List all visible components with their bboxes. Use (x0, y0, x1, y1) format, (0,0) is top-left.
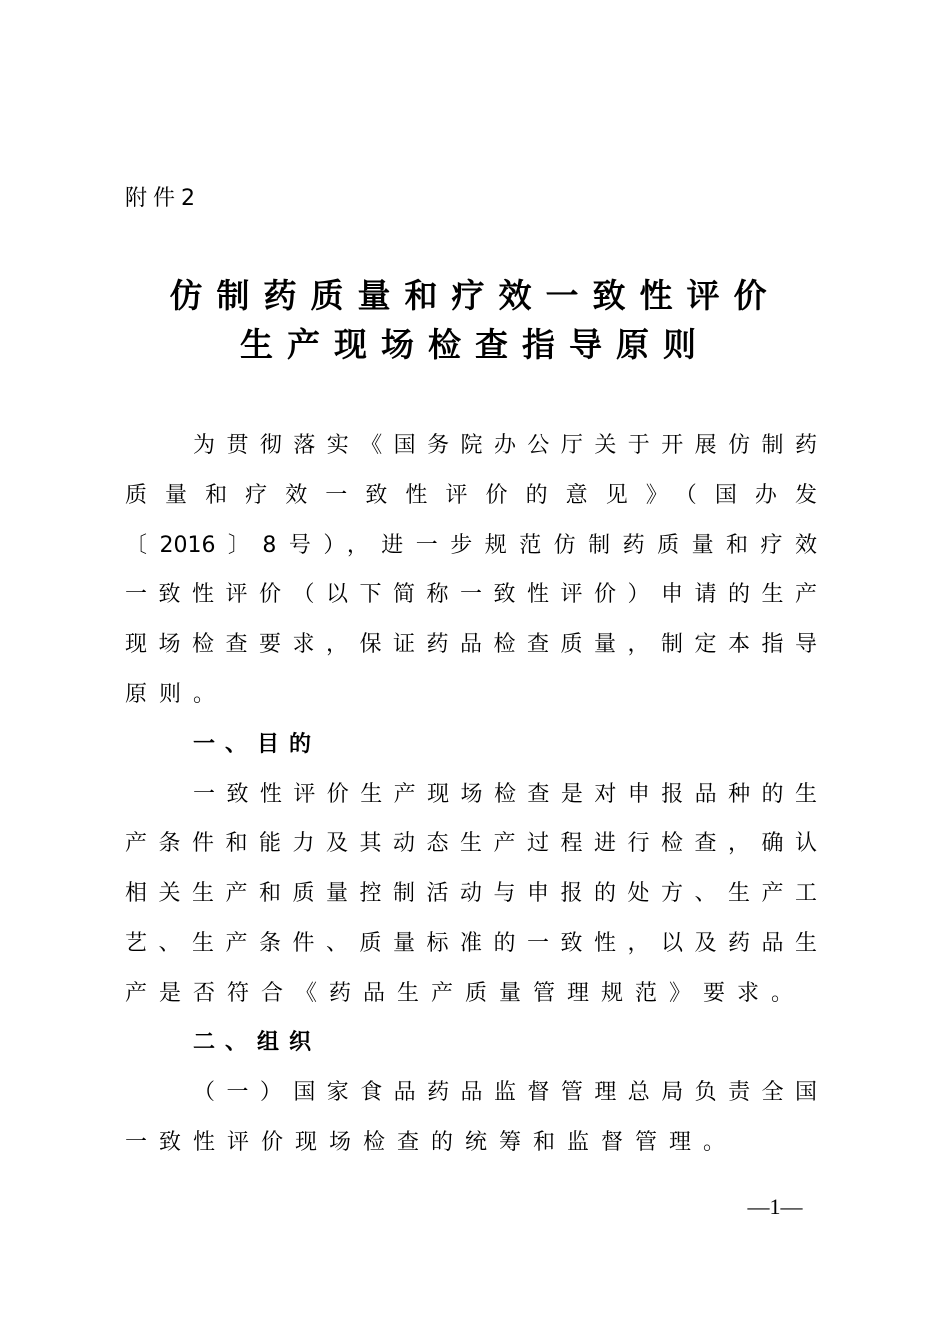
intro-line: 一致性评价（以下简称一致性评价）申请的生产 (125, 582, 817, 607)
document-title-line-1: 仿制药质量和疗效一致性评价 (169, 276, 781, 315)
section1-line: 一致性评价生产现场检查是对申报品种的生 (193, 782, 817, 807)
attachment-label: 附件2 (125, 186, 201, 211)
document-title-line-2: 生产现场检查指导原则 (240, 325, 710, 364)
section1-line: 产是否符合《药品生产质量管理规范》要求。 (125, 981, 806, 1006)
section1-line: 艺、生产条件、质量标准的一致性，以及药品生 (125, 931, 817, 956)
intro-line: 原则。 (125, 682, 228, 707)
intro-line: 〔2016〕8号），进一步规范仿制药质量和疗效 (125, 533, 817, 558)
intro-line: 质量和疗效一致性评价的意见》（国办发 (125, 483, 817, 508)
section-heading-purpose: 一、目的 (193, 732, 322, 757)
section2-line: 一致性评价现场检查的统筹和监督管理。 (125, 1130, 738, 1155)
intro-line: 为贯彻落实《国务院办公厅关于开展仿制药 (193, 433, 817, 458)
section-heading-organization: 二、组织 (193, 1030, 322, 1055)
section1-line: 产条件和能力及其动态生产过程进行检查，确认 (125, 831, 817, 856)
section2-line: （一）国家食品药品监督管理总局负责全国 (193, 1080, 817, 1105)
page-number: —1— (747, 1194, 803, 1219)
section1-line: 相关生产和质量控制活动与申报的处方、生产工 (125, 881, 817, 906)
intro-line: 现场检查要求，保证药品检查质量，制定本指导 (125, 632, 817, 657)
